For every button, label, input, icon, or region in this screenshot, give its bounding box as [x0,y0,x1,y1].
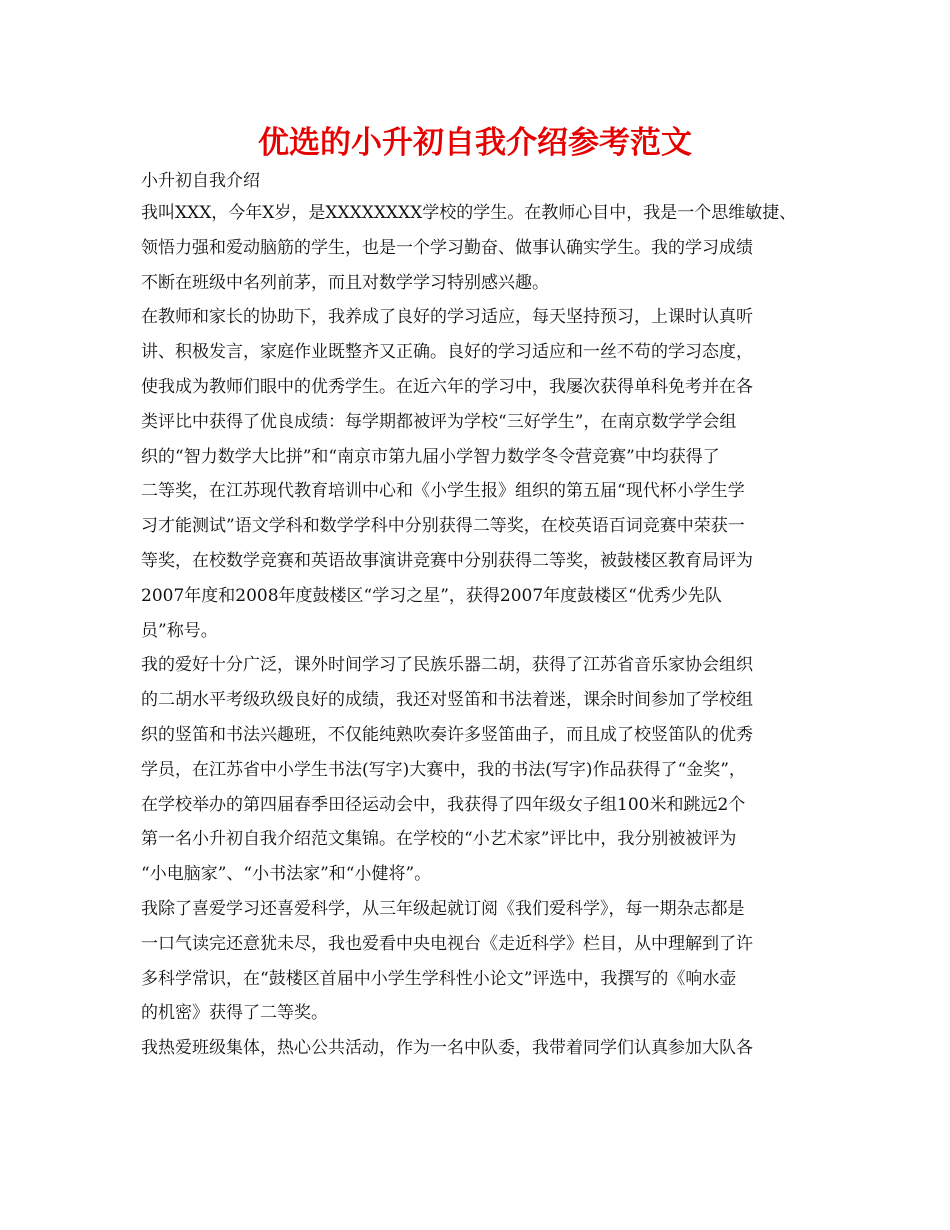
text-line: 等奖，在校数学竞赛和英语故事演讲竞赛中分别获得二等奖，被鼓楼区教育局评为 [141,550,753,571]
text-line: 讲、积极发言，家庭作业既整齐又正确。良好的学习适应和一丝不苟的学习态度， [141,342,753,363]
text-line: 二等奖，在江苏现代教育培训中心和《小学生报》组织的第五届“现代杯小学生学 [141,481,745,502]
text-line: 不断在班级中名列前茅，而且对数学学习特别感兴趣。 [141,272,549,293]
text-line: 第一名小升初自我介绍范文集锦。在学校的“小艺术家”评比中，我分别被被评为 [141,829,737,850]
text-line: 我叫XXX，今年X岁，是XXXXXXXX学校的学生。在教师心目中，我是一个思维敏捷、 [141,203,797,223]
text-line: 织的“智力数学大比拼”和“南京市第九届小学智力数学冬令营竞赛”中均获得了 [141,446,720,467]
text-line: 多科学常识，在“鼓楼区首届中小学生学科性小论文”评选中，我撰写的《响水壶 [141,968,737,989]
text-line: 在教师和家长的协助下，我养成了良好的学习适应，每天坚持预习，上课时认真听 [141,307,753,328]
text-line: 我热爱班级集体，热心公共活动，作为一名中队委，我带着同学们认真参加大队各 [141,1038,753,1059]
text-line: 学员，在江苏省中小学生书法(写字)大赛中，我的书法(写字)作品获得了“金奖”， [141,759,746,780]
text-line: 员”称号。 [141,620,218,641]
text-line: 织的竖笛和书法兴趣班，不仅能纯熟吹奏许多竖笛曲子，而且成了校竖笛队的优秀 [141,724,753,745]
text-line: 一口气读完还意犹未尽，我也爱看中央电视台《走近科学》栏目，从中理解到了许 [141,933,753,954]
text-line: 领悟力强和爱动脑筋的学生，也是一个学习勤奋、做事认确实学生。我的学习成绩 [141,237,753,258]
document-subtitle: 小升初自我介绍 [141,171,260,191]
document-body [141,166,821,1066]
text-line: 在学校举办的第四届春季田径运动会中，我获得了四年级女子组100米和跳远2个 [141,794,746,815]
text-line: 我的爱好十分广泛，课外时间学习了民族乐器二胡，获得了江苏省音乐家协会组织 [141,655,753,676]
text-line: “小电脑家”、“小书法家”和“小健将”。 [141,864,432,885]
text-line: 2007年度和2008年度鼓楼区“学习之星”，获得2007年度鼓楼区“优秀少先队 [141,585,722,606]
text-line: 使我成为教师们眼中的优秀学生。在近六年的学习中，我屡次获得单科免考并在各 [141,376,753,397]
document-title: 优选的小升初自我介绍参考范文 [258,125,692,161]
text-line: 习才能测试”语文学科和数学学科中分别获得二等奖，在校英语百词竞赛中荣获一 [141,516,745,537]
text-line: 我除了喜爱学习还喜爱科学，从三年级起就订阅《我们爱科学》，每一期杂志都是 [141,898,745,919]
text-line: 的机密》获得了二等奖。 [141,1003,328,1024]
text-line: 的二胡水平考级玖级良好的成绩，我还对竖笛和书法着迷，课余时间参加了学校组 [141,690,753,711]
text-line: 类评比中获得了优良成绩：每学期都被评为学校“三好学生”，在南京数学学会组 [141,411,737,432]
